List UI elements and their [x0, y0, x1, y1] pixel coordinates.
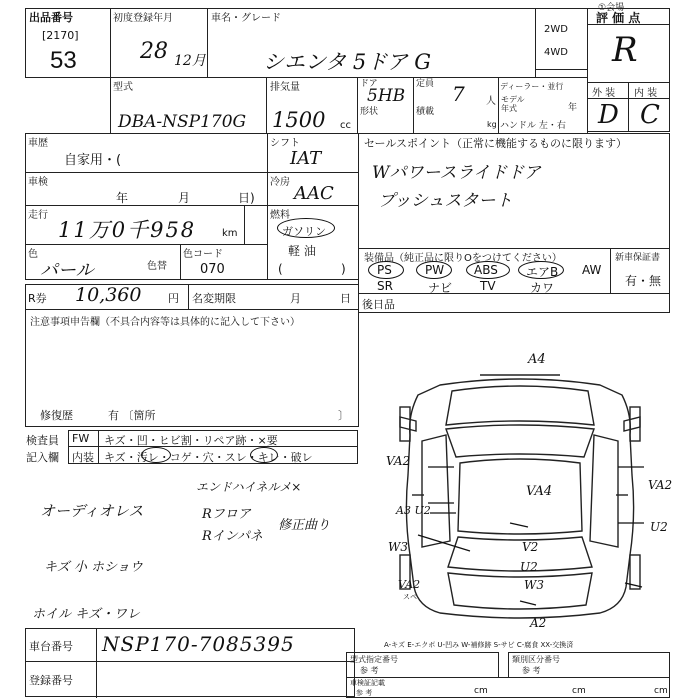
grade-ext-label: 外 装 [592, 88, 616, 99]
mark-v2: V2 [522, 540, 539, 554]
registration-year: 28 [140, 39, 168, 64]
drive-4wd: 4WD [544, 47, 568, 58]
recycle-unit: 円 [168, 292, 179, 305]
shift-label: シフト [270, 138, 300, 149]
doors-value: 5HB [367, 86, 406, 106]
repair-close: 〕 [338, 409, 349, 422]
int-items: キズ・汚レ・コゲ・穴・スレ・キレ・破レ [104, 451, 313, 464]
doors-shape-label: 形状 [360, 107, 379, 117]
color-label: 色 [28, 249, 38, 260]
mark-va2-right: VA2 [648, 478, 673, 492]
mark-u2-center: U2 [520, 560, 538, 574]
lot-label: 出品番号 [29, 11, 73, 24]
mark-va2-left: VA2 [386, 454, 411, 468]
sales-label: セールスポイント（正常に機能するものに限ります） [364, 137, 628, 150]
equip-navi: ナビ [428, 281, 453, 295]
fuel-paren-open: ( [278, 262, 283, 276]
model-label: 型式 [113, 82, 133, 93]
inspection-box [25, 172, 268, 206]
inspection-month: 月 [178, 191, 191, 205]
handle-label: ハンドル 左・右 [500, 121, 566, 131]
equip-ps: PS [377, 263, 392, 277]
size-cm-3: cm [654, 686, 668, 696]
recycle-label: R券 [28, 292, 47, 305]
mark-w3-left: W3 [388, 540, 408, 554]
equip-airbag: エアB [526, 265, 559, 279]
doors-label: ドア [360, 79, 378, 89]
equip-sr: SR [377, 279, 393, 293]
repair-value: 有 〔箇所 [108, 409, 156, 422]
note-audioless: オーディオレス [40, 502, 144, 520]
name-expiry-day: 日 [340, 292, 351, 305]
fuel-label: 燃料 [270, 210, 290, 221]
note-end-panel: エンドハイネルメ× [196, 480, 302, 494]
grade-int: C [640, 100, 660, 130]
mark-a2: A2 [530, 616, 547, 630]
mark-va2-bottom: VA2 [398, 578, 421, 591]
lot-number: 53 [50, 47, 77, 74]
size-cm-2: cm [572, 686, 586, 696]
sales-line-1: Wパワースライドドア [372, 163, 541, 183]
int-label: 内装 [72, 451, 94, 464]
type-number-label: 型式指定番号 [350, 655, 398, 664]
ac-label: 冷房 [270, 177, 290, 188]
warranty-value: 有・無 [625, 274, 662, 288]
mark-a4: A4 [528, 352, 546, 367]
grade-value: R [612, 30, 638, 70]
displacement-value: 1500 [272, 108, 326, 132]
mark-w3-center: W3 [524, 578, 544, 592]
color-value: パール [40, 260, 94, 281]
lot-code: [2170] [42, 29, 79, 42]
grade-ext: D [598, 100, 619, 130]
venue-mark: ①会場 [598, 3, 625, 13]
size-box [346, 677, 670, 698]
model-value: DBA-NSP170G [118, 112, 247, 132]
shift-value: IAT [290, 148, 322, 169]
history-value: 自家用・( [64, 153, 122, 168]
model-year-label-2: 年式 [501, 104, 517, 113]
notes-label: 注意事項申告欄（不具合内容等は具体的に記入して下さい） [30, 317, 300, 328]
registration-month: 12月 [174, 53, 206, 69]
sales-line-2: プッシュスタート [378, 191, 513, 211]
inspector-label: 検査員 [26, 434, 59, 447]
reg-box [25, 661, 355, 697]
color-change-label: 色替 [147, 261, 167, 272]
entry-label: 記入欄 [26, 451, 59, 464]
fw-label: FW [72, 432, 90, 445]
mileage-unit: km [222, 228, 238, 239]
note-repair-bend: 修正曲り [278, 518, 331, 533]
mark-va4: VA4 [526, 484, 553, 499]
mark-a3-u2: A3 U2 [396, 504, 431, 517]
name-expiry-label: 名変期限 [192, 292, 236, 305]
equip-tv: TV [480, 279, 496, 293]
size-ref: 参 考 [356, 689, 373, 697]
note-r-floor: Rフロア [202, 507, 251, 522]
fuel-paren-close: ) [341, 262, 346, 276]
repair-label: 修復歴 [40, 409, 73, 422]
note-r-inpane: Rインパネ [202, 529, 263, 544]
equip-pw: PW [425, 263, 445, 277]
equip-leather: カワ [530, 281, 555, 295]
loading-unit: kg [487, 120, 497, 129]
color-code: 070 [200, 262, 225, 277]
history-box [25, 133, 268, 173]
history-label: 車歴 [28, 138, 48, 149]
fw-items: キズ・凹・ヒビ割・リペア跡・×要 [104, 434, 278, 447]
inspection-day: 日) [238, 191, 255, 205]
fuel-gas: ガソリン [282, 225, 326, 238]
name-value: シエンタ 5ドア G [263, 50, 432, 74]
note-scratch: キズ 小 ホショウ [44, 560, 143, 575]
ac-value: AAC [294, 183, 334, 204]
drive-2wd: 2WD [544, 24, 568, 35]
after-date-label: 後日品 [362, 298, 395, 311]
model-year-suffix: 年 [568, 103, 578, 113]
capacity-value: 7 [452, 82, 465, 106]
loading-label: 積載 [416, 107, 435, 117]
recycle-value: 10,360 [75, 284, 142, 306]
equip-aw: AW [582, 263, 602, 277]
model-year-label-1: モデル [501, 95, 525, 104]
name-expiry-month: 月 [290, 292, 301, 305]
legend: A-キズ E-エクボ U-凹み W-補修跡 S-サビ C-腐食 XX-交換済 [384, 641, 574, 649]
capacity-label: 定員 [416, 79, 435, 89]
note-wheel: ホイル キズ・ワレ [32, 607, 140, 622]
reg-label: 登録番号 [29, 674, 73, 687]
after-date-box [358, 293, 670, 313]
equipment-label: 装備品（純正品に限りOをつけてください） [364, 253, 562, 264]
warranty-label: 新車保証書 [615, 253, 661, 263]
drive-box [535, 8, 588, 70]
equip-abs: ABS [474, 263, 498, 277]
grade-label: 評 価 点 [596, 11, 641, 25]
mileage-label: 走行 [28, 210, 48, 221]
chassis-label: 車台番号 [29, 640, 73, 653]
fuel-diesel: 軽 油 [288, 244, 316, 258]
class-number-ref: 参 考 [522, 666, 541, 675]
capacity-unit: 人 [486, 96, 496, 107]
registration-label: 初度登録年月 [113, 13, 173, 24]
displacement-label: 排気量 [270, 82, 300, 93]
mileage-value: 11万0千958 [58, 218, 197, 242]
class-number-label: 類別区分番号 [512, 655, 560, 664]
mark-spare: スペ [403, 593, 417, 601]
color-code-label: 色コード [183, 249, 223, 260]
displacement-unit: cc [340, 120, 351, 131]
type-number-ref: 参 考 [360, 666, 379, 675]
chassis-value: NSP170-7085395 [102, 632, 295, 656]
name-label: 車名・グレード [211, 13, 281, 24]
dealer-label: ディーラー・並行 [500, 82, 564, 91]
grade-int-label: 内 装 [634, 88, 658, 99]
mark-u2-right: U2 [650, 520, 668, 534]
inspection-year: 年 [116, 191, 129, 205]
size-cm-1: cm [474, 686, 488, 696]
size-label: 車検証記載 [350, 679, 385, 687]
inspection-label: 車検 [28, 177, 48, 188]
